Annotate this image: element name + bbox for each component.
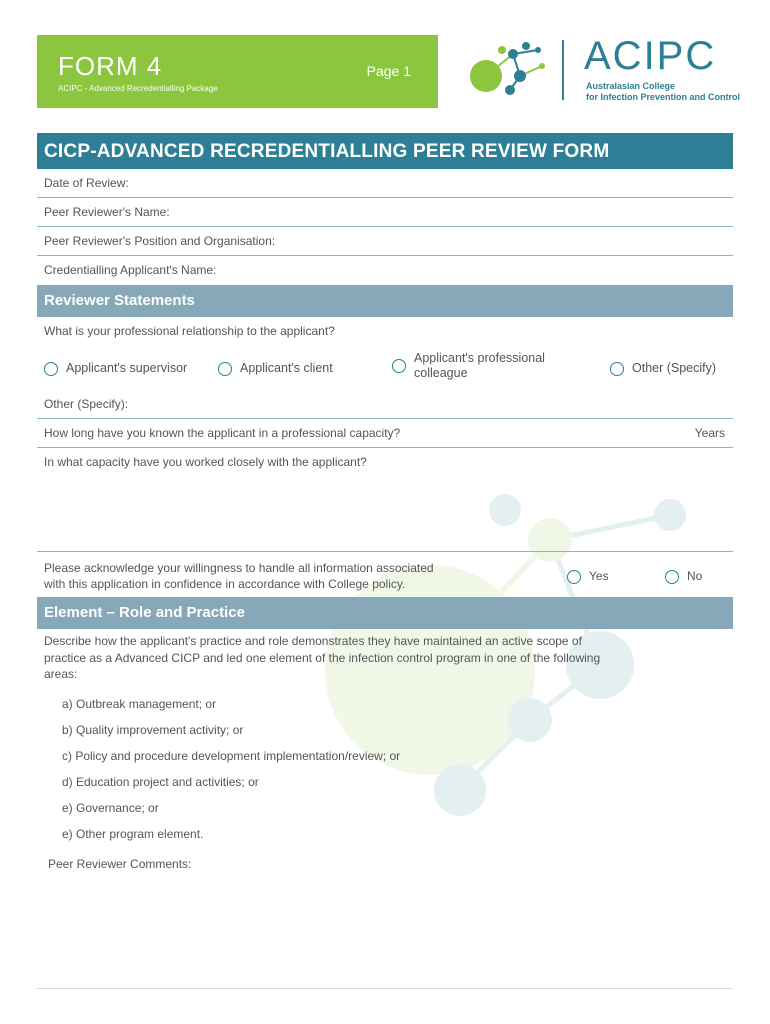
- capacity-field[interactable]: [37, 448, 733, 477]
- form-header-box: [37, 35, 438, 108]
- acknowledge-line-1: Please acknowledge your willingness to handle all information associated: [44, 561, 434, 575]
- description-line-3: areas:: [44, 667, 78, 681]
- relationship-question: [37, 317, 733, 346]
- applicant-name-label: Credentialling Applicant's Name:: [44, 263, 217, 277]
- list-item: a) Outbreak management; or: [62, 697, 217, 711]
- option-yes-label: Yes: [589, 569, 609, 583]
- peer-reviewer-comments-label: Peer Reviewer Comments:: [48, 857, 192, 871]
- option-client[interactable]: [218, 361, 333, 376]
- option-supervisor[interactable]: [44, 361, 187, 376]
- page-number: Page 1: [366, 63, 411, 79]
- option-colleague[interactable]: [392, 351, 545, 381]
- element-role-practice-header: Element – Role and Practice: [37, 597, 733, 629]
- logo-tagline-1: Australasian College: [586, 81, 676, 91]
- option-other[interactable]: [610, 361, 716, 376]
- relationship-question-label: What is your professional relationship to the applicant?: [44, 324, 335, 338]
- radio-circle-icon[interactable]: [392, 359, 406, 373]
- radio-circle-icon[interactable]: [44, 362, 58, 376]
- how-long-label: How long have you known the applicant in a professional capacity?: [44, 426, 401, 440]
- option-colleague-line-1: Applicant's professional: [414, 351, 545, 365]
- how-long-field[interactable]: [37, 419, 733, 448]
- capacity-label: In what capacity have you worked closely with the applicant?: [44, 455, 367, 469]
- radio-circle-icon[interactable]: [218, 362, 232, 376]
- acknowledge-line-2: with this application in confidence in accordance with College policy.: [44, 577, 406, 591]
- option-colleague-line-2: colleague: [414, 366, 468, 380]
- option-client-label: Applicant's client: [240, 361, 333, 375]
- reviewer-position-field[interactable]: [37, 227, 733, 256]
- other-specify-label: Other (Specify):: [44, 397, 129, 411]
- acknowledge-text: [44, 560, 524, 592]
- list-item: e) Other program element.: [62, 827, 204, 841]
- logo-divider: [562, 40, 564, 100]
- description-line-1: Describe how the applicant's practice and role demonstrates they have maintained an active scope of: [44, 634, 582, 648]
- form-title: CICP-ADVANCED RECREDENTIALLING PEER REVIEW FORM: [37, 133, 733, 169]
- other-specify-field[interactable]: [37, 390, 733, 419]
- logo-name: ACIPC: [584, 34, 717, 78]
- reviewer-statements-header: Reviewer Statements: [37, 285, 733, 317]
- package-label: ACIPC - Advanced Recredentialling Package: [58, 84, 218, 93]
- radio-circle-icon[interactable]: [610, 362, 624, 376]
- option-other-label: Other (Specify): [632, 361, 717, 375]
- logo-tagline-2: for Infection Prevention and Control: [586, 92, 741, 102]
- reviewer-name-label: Peer Reviewer's Name:: [44, 205, 170, 219]
- relationship-options: [37, 346, 733, 388]
- list-item: d) Education project and activities; or: [62, 775, 259, 789]
- radio-circle-icon[interactable]: [567, 570, 581, 584]
- element-description: [44, 633, 724, 683]
- radio-circle-icon[interactable]: [665, 570, 679, 584]
- form-number: FORM 4: [58, 51, 163, 81]
- list-item: e) Governance; or: [62, 801, 159, 815]
- description-line-2: practice as a Advanced CICP and led one element of the infection control program in one of the following: [44, 650, 601, 665]
- date-of-review-label: Date of Review:: [44, 176, 129, 190]
- option-yes[interactable]: [567, 569, 609, 584]
- years-label: Years: [694, 426, 725, 440]
- list-item: b) Quality improvement activity; or: [62, 723, 244, 737]
- applicant-name-field[interactable]: [37, 256, 733, 285]
- bottom-divider: [37, 988, 733, 989]
- acknowledge-row: [37, 551, 733, 596]
- reviewer-position-label: Peer Reviewer's Position and Organisation:: [44, 234, 276, 248]
- option-no-label: No: [687, 569, 703, 583]
- date-of-review-field[interactable]: [37, 169, 733, 198]
- option-no[interactable]: [665, 569, 702, 584]
- list-item: c) Policy and procedure development implementation/review; or: [62, 749, 401, 763]
- reviewer-name-field[interactable]: [37, 198, 733, 227]
- option-colleague-label: [414, 351, 545, 381]
- option-supervisor-label: Applicant's supervisor: [66, 361, 188, 375]
